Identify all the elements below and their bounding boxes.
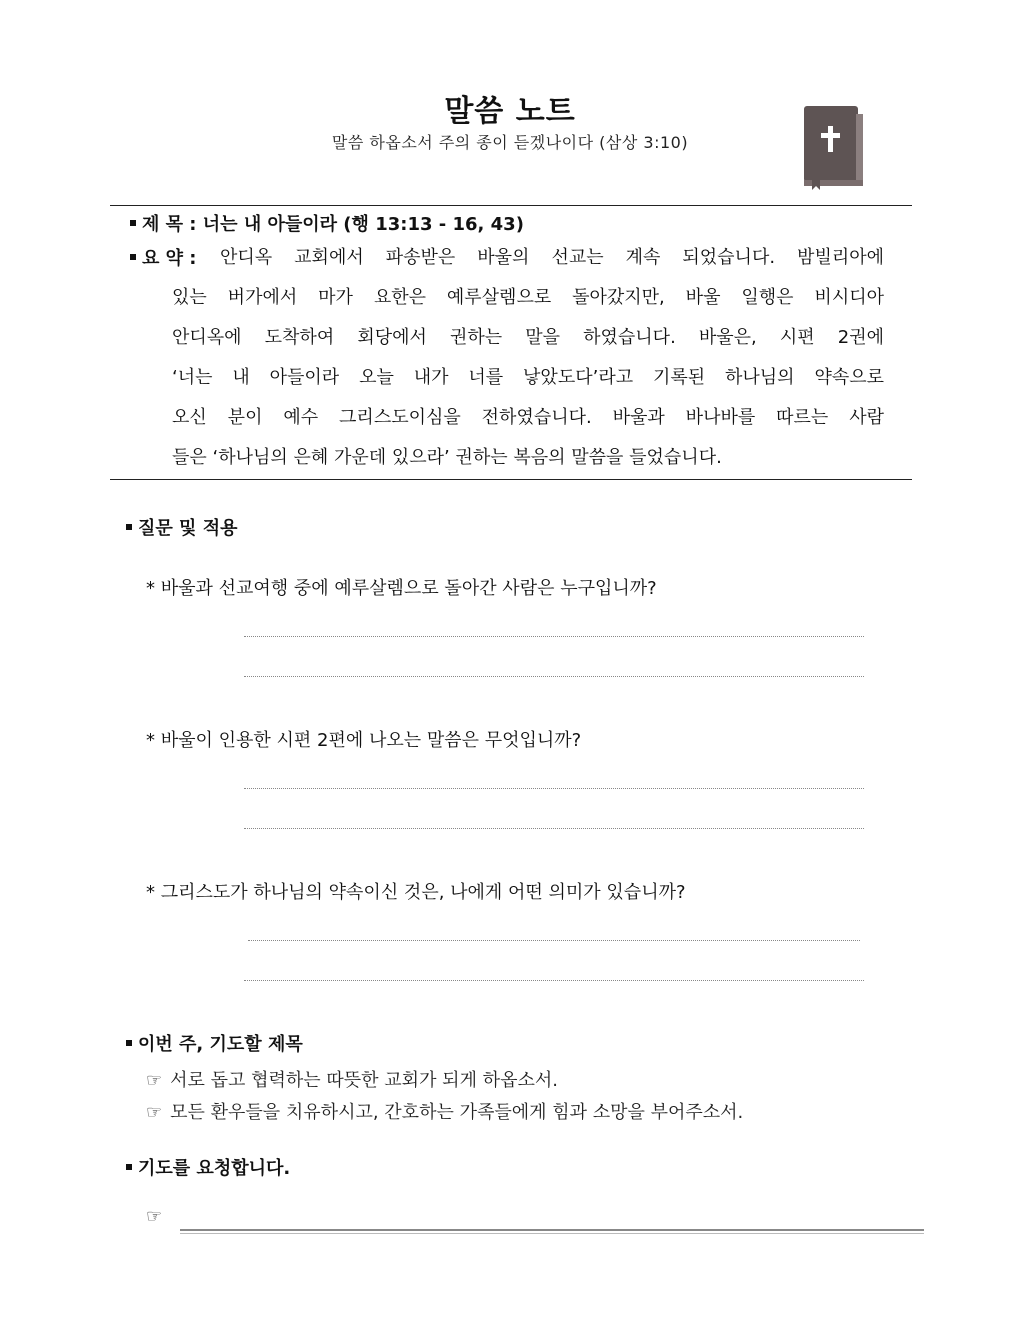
question-2: * 바울이 인용한 시편 2편에 나오는 말씀은 무엇입니까?: [146, 730, 582, 751]
page-subtitle: 말씀 하옵소서 주의 종이 듣겠나이다 (삼상 3:10): [331, 133, 689, 152]
bible-icon: [800, 104, 866, 190]
summary-line: 안디옥에 도착하여 회당에서 권하는 말을 하였습니다. 바울은, 시편 2권에: [172, 327, 884, 348]
request-marker: [146, 1206, 170, 1227]
bullet-icon: [126, 1164, 132, 1170]
question-3: * 그리스도가 하나님의 약속이신 것은, 나에게 어떤 의미가 있습니까?: [146, 882, 686, 903]
pointing-hand-icon: ☞: [146, 1206, 163, 1227]
summary-label-row: [130, 244, 197, 270]
prayer-item: ☞ 모든 환우들을 치유하시고, 간호하는 가족들에게 힘과 소망을 부어주소서.: [146, 1102, 744, 1123]
summary-line: 안디옥 교회에서 파송받은 바울의 선교는 계속 되었습니다. 밤빌리아에: [220, 247, 884, 268]
answer-line[interactable]: [244, 980, 864, 981]
bullet-icon: [130, 254, 136, 260]
answer-line[interactable]: [244, 676, 864, 677]
answer-line[interactable]: [244, 788, 864, 789]
bullet-icon: [130, 220, 136, 226]
questions-heading: 질문 및 적용: [126, 514, 237, 540]
prayer-heading: 이번 주, 기도할 제목: [126, 1030, 303, 1056]
pointing-hand-icon: ☞: [146, 1070, 163, 1091]
answer-line[interactable]: [244, 636, 864, 637]
sermon-title-row: [130, 210, 524, 236]
answer-line[interactable]: [244, 828, 864, 829]
summary-divider: [110, 479, 912, 480]
request-heading: 기도를 요청합니다.: [126, 1154, 290, 1180]
request-write-line-shadow: [180, 1233, 924, 1234]
request-write-line[interactable]: [180, 1229, 924, 1231]
summary-label: 요 약 :: [142, 248, 197, 269]
question-1: * 바울과 선교여행 중에 예루살렘으로 돌아간 사람은 누구입니까?: [146, 578, 657, 599]
answer-line[interactable]: [248, 940, 860, 941]
summary-line: 들은 ‘하나님의 은혜 가운데 있으라’ 권하는 복음의 말씀을 들었습니다.: [172, 447, 722, 468]
bullet-icon: [126, 1040, 132, 1046]
bullet-icon: [126, 524, 132, 530]
page-title: 말씀 노트: [444, 94, 576, 129]
prayer-item: ☞ 서로 돕고 협력하는 따뜻한 교회가 되게 하옵소서.: [146, 1070, 558, 1091]
pointing-hand-icon: ☞: [146, 1102, 163, 1123]
sermon-title-label: 제 목 :: [142, 214, 197, 235]
sermon-title-value: 너는 내 아들이라 (행 13:13 - 16, 43): [202, 214, 524, 235]
summary-line: ‘너는 내 아들이라 오늘 내가 너를 낳았도다’라고 기록된 하나님의 약속으로: [172, 367, 884, 388]
summary-line: 오신 분이 예수 그리스도이심을 전하였습니다. 바울과 바나바를 따르는 사람: [172, 407, 884, 428]
summary-line: 있는 버가에서 마가 요한은 예루살렘으로 돌아갔지만, 바울 일행은 비시디아: [172, 287, 884, 308]
header-divider: [110, 205, 912, 206]
